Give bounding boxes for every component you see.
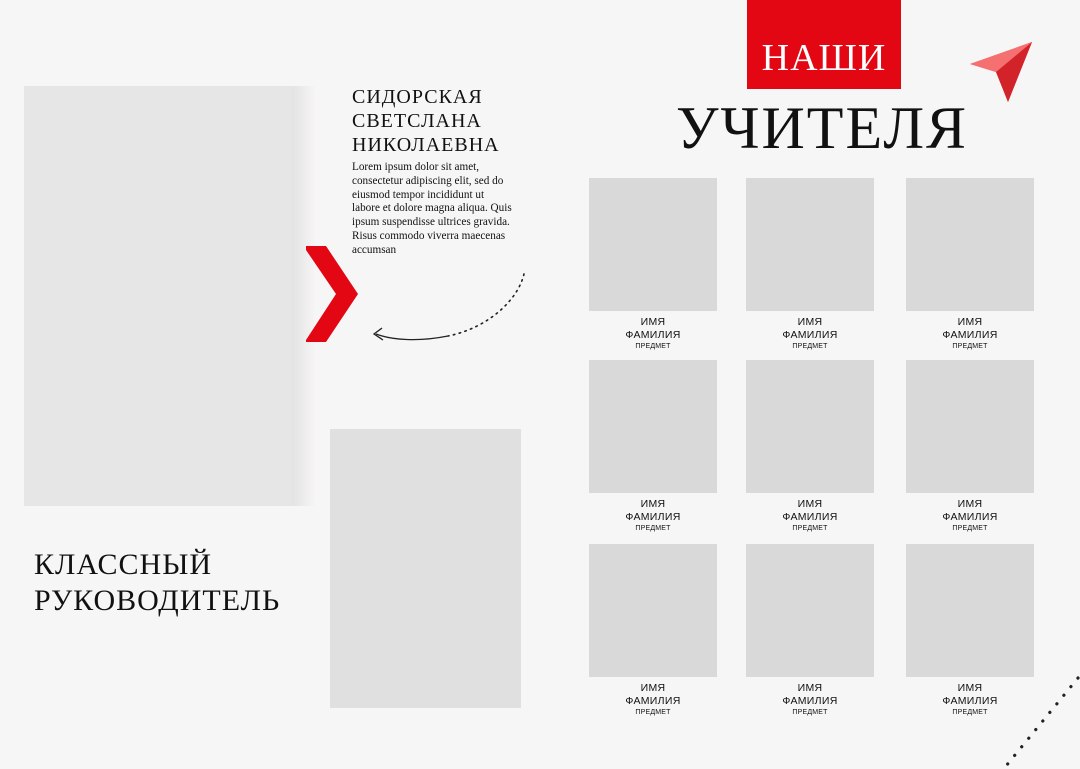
teacher-card[interactable] (589, 178, 717, 351)
teacher-photo[interactable] (746, 178, 874, 311)
teacher-name-line3: НИКОЛАЕВНА (352, 134, 500, 156)
teacher-subject: ПРЕДМЕТ (792, 709, 828, 716)
teacher-first-name: ИМЯ (797, 682, 823, 694)
chevron-right-icon (306, 246, 362, 344)
teacher-first-name: ИМЯ (957, 498, 983, 510)
teacher-last-name: ФАМИЛИЯ (782, 329, 838, 341)
teacher-subject: ПРЕДМЕТ (952, 709, 988, 716)
teacher-photo[interactable] (906, 544, 1034, 677)
caption-line2: РУКОВОДИТЕЛЬ (34, 584, 281, 617)
teacher-subject: ПРЕДМЕТ (952, 343, 988, 350)
teacher-last-name: ФАМИЛИЯ (942, 329, 998, 341)
teacher-first-name: ИМЯ (797, 498, 823, 510)
teacher-last-name: ФАМИЛИЯ (942, 511, 998, 523)
class-teacher-photo[interactable] (24, 86, 292, 506)
teacher-photo[interactable] (746, 360, 874, 493)
dotted-arrow-icon (368, 270, 530, 350)
paper-plane-icon (966, 38, 1036, 106)
teacher-last-name: ФАМИЛИЯ (625, 511, 681, 523)
teacher-card[interactable] (906, 360, 1034, 533)
teacher-subject: ПРЕДМЕТ (635, 343, 671, 350)
header-tag: НАШИ (761, 37, 887, 79)
teacher-bio: Lorem ipsum dolor sit amet, consectetur adipiscing elit, sed do eiusmod tempor incididunt ut labore et dolore magna aliqua. Quis ipsum suspendisse ultrices gravida. Risus commodo viverra maecenas accumsan (352, 161, 512, 256)
teacher-first-name: ИМЯ (640, 498, 666, 510)
teacher-last-name: ФАМИЛИЯ (625, 695, 681, 707)
teacher-last-name: ФАМИЛИЯ (782, 511, 838, 523)
teacher-photo[interactable] (746, 544, 874, 677)
teacher-last-name: ФАМИЛИЯ (625, 329, 681, 341)
caption-line1: КЛАССНЫЙ (34, 548, 213, 581)
teacher-card[interactable] (589, 360, 717, 533)
page-title: УЧИТЕЛЯ (676, 95, 969, 161)
teacher-card[interactable] (906, 178, 1034, 351)
teacher-card[interactable] (746, 360, 874, 533)
teacher-photo[interactable] (906, 178, 1034, 311)
teacher-subject: ПРЕДМЕТ (952, 525, 988, 532)
teacher-last-name: ФАМИЛИЯ (942, 695, 998, 707)
teacher-card[interactable] (746, 178, 874, 351)
teacher-first-name: ИМЯ (957, 316, 983, 328)
teacher-subject: ПРЕДМЕТ (792, 525, 828, 532)
teacher-last-name: ФАМИЛИЯ (782, 695, 838, 707)
teacher-name-line2: СВЕТСЛАНА (352, 110, 482, 132)
teacher-first-name: ИМЯ (640, 316, 666, 328)
teacher-photo[interactable] (589, 544, 717, 677)
teacher-subject: ПРЕДМЕТ (792, 343, 828, 350)
dotted-line-decoration (1000, 672, 1080, 769)
teacher-subject: ПРЕДМЕТ (635, 709, 671, 716)
teacher-first-name: ИМЯ (797, 316, 823, 328)
secondary-photo[interactable] (330, 429, 521, 708)
teacher-first-name: ИМЯ (640, 682, 666, 694)
teacher-photo[interactable] (906, 360, 1034, 493)
teacher-card[interactable] (746, 544, 874, 717)
teacher-subject: ПРЕДМЕТ (635, 525, 671, 532)
teacher-first-name: ИМЯ (957, 682, 983, 694)
teacher-photo[interactable] (589, 360, 717, 493)
teacher-name-line1: СИДОРСКАЯ (352, 86, 483, 108)
teacher-photo[interactable] (589, 178, 717, 311)
teacher-card[interactable] (589, 544, 717, 717)
